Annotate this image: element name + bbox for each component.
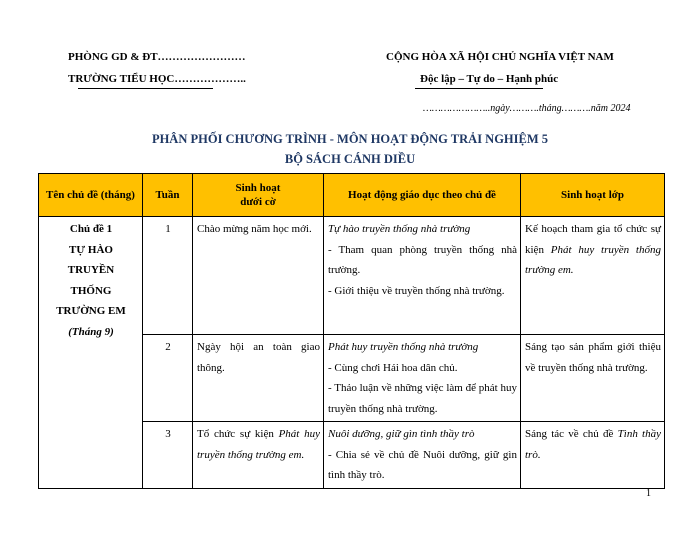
flag-activity-1: Chào mừng năm học mới. <box>193 217 324 335</box>
page-title: PHÂN PHỐI CHƯƠNG TRÌNH - MÔN HOẠT ĐỘNG TRẢI NGHIỆM 5 <box>151 132 549 146</box>
flag-text-3: Tổ chức sự kiện <box>197 428 279 440</box>
topic-cell <box>39 217 143 489</box>
motto-underline <box>415 88 543 89</box>
edu-item-2b: - Thảo luận về những việc làm để phát huy truyền thống nhà trường. <box>328 382 517 415</box>
edu-item-2a: - Cùng chơi Hái hoa dân chủ. <box>328 361 458 374</box>
edu-item-1b: - Giới thiệu về truyền thống nhà trường. <box>328 284 505 297</box>
table-row <box>39 217 665 335</box>
edu-item-3a: - Chia sẻ về chủ đề Nuôi dưỡng, giữ gìn tình thầy trò. <box>328 448 517 481</box>
week-1: 1 <box>143 217 193 335</box>
class-italic-1: Phát huy truyền thống trường em. <box>525 243 661 276</box>
header-topic: Tên chủ đề (tháng) <box>39 174 143 217</box>
header-class-activity: Sinh hoạt lớp <box>521 174 665 217</box>
topic-month: (Tháng 9) <box>68 325 114 338</box>
topic-name-line3: THỐNG <box>70 284 112 297</box>
table-header-row <box>39 174 665 217</box>
flag-italic-3: Phát huy truyền thống trường em. <box>197 428 320 461</box>
header-flag-activity <box>193 174 324 217</box>
class-italic-3: Tình thầy trò. <box>525 428 661 461</box>
motto: Độc lập – Tự do – Hạnh phúc <box>420 73 559 85</box>
edu-activity-2 <box>324 335 521 422</box>
topic-name-line4: TRƯỜNG EM <box>56 305 126 317</box>
header-flag-line1: Sinh hoạt <box>235 182 281 194</box>
edu-title-1: Tự hào truyền thống nhà trường <box>328 223 471 235</box>
date-line: …………………..ngày……….tháng……….năm 2024 <box>423 103 631 114</box>
flag-activity-2: Ngày hội an toàn giao thông. <box>193 335 324 422</box>
class-text-3: Sáng tác về chủ đề <box>525 428 618 440</box>
flag-activity-3 <box>193 422 324 489</box>
topic-number: Chủ đề 1 <box>69 223 113 235</box>
header-edu-activity: Hoạt động giáo dục theo chủ đề <box>324 174 521 217</box>
edu-activity-3 <box>324 422 521 489</box>
republic-title: CỘNG HÒA XÃ HỘI CHỦ NGHĨA VIỆT NAM <box>386 51 614 63</box>
page-number: 1 <box>646 488 651 499</box>
edu-title-3: Nuôi dưỡng, giữ gìn tình thầy trò <box>328 428 475 440</box>
page-subtitle: BỘ SÁCH CÁNH DIỀU <box>284 152 416 166</box>
week-2: 2 <box>143 335 193 422</box>
edu-title-2: Phát huy truyền thống nhà trường <box>328 341 479 353</box>
school-underline <box>78 88 213 89</box>
curriculum-table <box>38 173 665 489</box>
header-flag-line2: dưới cờ <box>240 196 276 208</box>
class-text-1: Kế hoạch tham gia tổ chức sự kiện <box>525 223 661 256</box>
header-week: Tuần <box>143 174 193 217</box>
edu-activity-1 <box>324 217 521 335</box>
department-label: PHÒNG GD & ĐT…………………… <box>68 51 246 63</box>
edu-item-1a: - Tham quan phòng truyền thống nhà trường. <box>328 243 517 276</box>
class-activity-1 <box>521 217 665 335</box>
school-label: TRƯỜNG TIỂU HỌC……………….. <box>68 73 246 85</box>
class-activity-3 <box>521 422 665 489</box>
class-activity-2: Sáng tạo sản phẩm giới thiệu về truyền thống nhà trường. <box>521 335 665 422</box>
topic-name-line2: TRUYỀN <box>67 264 115 276</box>
topic-name-line1: TỰ HÀO <box>69 243 113 256</box>
week-3: 3 <box>143 422 193 489</box>
